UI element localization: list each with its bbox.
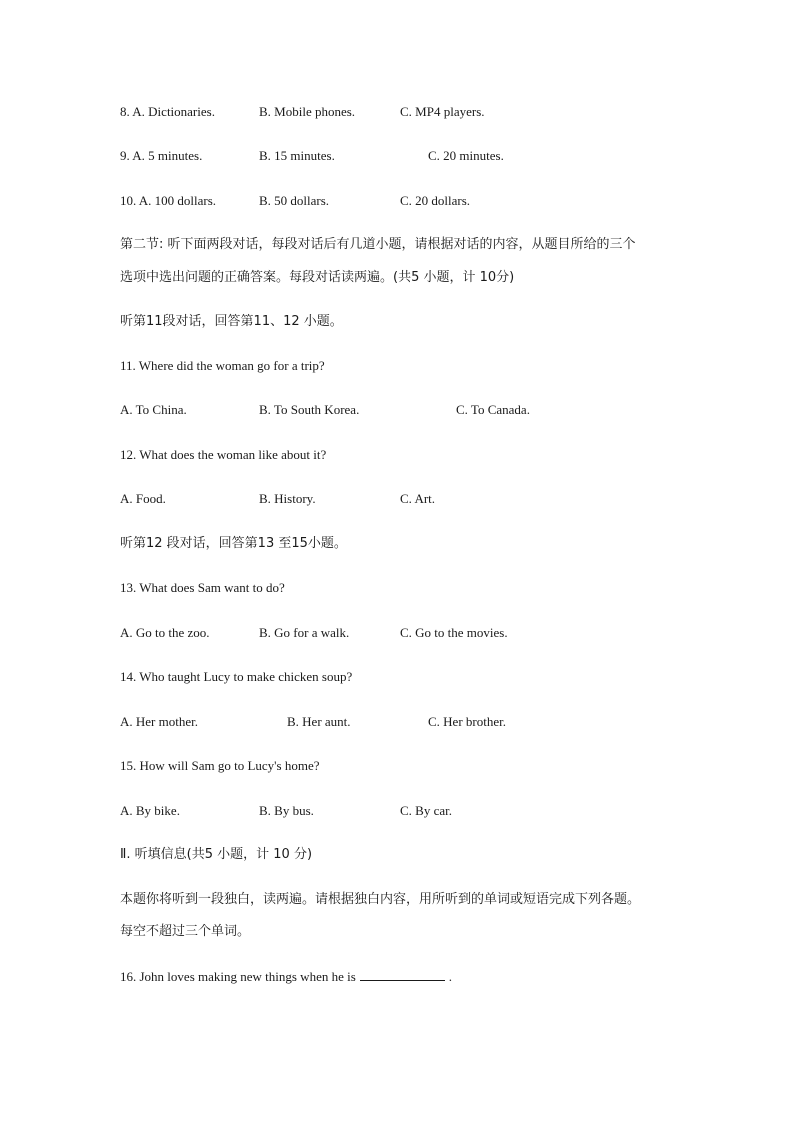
option-c: C. Go to the movies. [400, 625, 508, 640]
option-b: B. Go for a walk. [259, 625, 350, 640]
question-15-options [120, 803, 452, 819]
option-a: 9. A. 5 minutes. [120, 148, 203, 163]
option-b: B. 50 dollars. [259, 193, 330, 208]
answer-blank[interactable] [360, 968, 445, 981]
part-2-instructions-line2: 每空不超过三个单词。 [120, 924, 251, 939]
option-c: C. 20 minutes. [428, 148, 504, 163]
option-b: B. 15 minutes. [259, 148, 335, 163]
option-b: B. Mobile phones. [259, 104, 356, 119]
option-c: C. 20 dollars. [400, 193, 471, 208]
question-14-options [120, 714, 506, 730]
option-c: C. Her brother. [428, 714, 506, 729]
option-a: A. To China. [120, 402, 187, 417]
section-2-instructions-line2: 选项中选出问题的正确答案。每段对话读两遍。(共5 小题，计 10分) [120, 270, 515, 285]
question-11: 11. Where did the woman go for a trip? [120, 358, 325, 373]
question-15: 15. How will Sam go to Lucy's home? [120, 758, 320, 773]
option-a: 10. A. 100 dollars. [120, 193, 217, 208]
option-c: C. MP4 players. [400, 104, 485, 119]
question-11-options [120, 402, 530, 418]
question-16-period: . [448, 969, 453, 984]
question-10-options [120, 193, 471, 209]
part-2-instructions-line1: 本题你将听到一段独白，读两遍。请根据独白内容，用所听到的单词或短语完成下列各题。 [120, 892, 641, 907]
option-b: B. To South Korea. [259, 402, 360, 417]
option-c: C. To Canada. [456, 402, 530, 417]
question-9-options [120, 148, 504, 164]
question-12-options [120, 491, 436, 507]
dialog-12-heading: 听第12 段对话，回答第13 至15小题。 [120, 536, 347, 551]
option-b: B. Her aunt. [287, 714, 351, 729]
option-a: A. Her mother. [120, 714, 198, 729]
option-a: 8. A. Dictionaries. [120, 104, 215, 119]
dialog-11-heading: 听第11段对话，回答第11、12 小题。 [120, 314, 343, 329]
option-b: B. History. [259, 491, 316, 506]
question-12: 12. What does the woman like about it? [120, 447, 327, 462]
question-16-text: 16. John loves making new things when he is [120, 969, 356, 984]
part-2-title: Ⅱ. 听填信息(共5 小题，计 10 分) [120, 847, 313, 862]
question-8-options [120, 104, 485, 120]
option-c: C. By car. [400, 803, 452, 818]
option-a: A. Food. [120, 491, 166, 506]
option-b: B. By bus. [259, 803, 314, 818]
option-a: A. Go to the zoo. [120, 625, 210, 640]
question-14: 14. Who taught Lucy to make chicken soup? [120, 669, 353, 684]
question-13-options [120, 625, 508, 641]
option-a: A. By bike. [120, 803, 180, 818]
section-2-instructions-line1: 第二节: 听下面两段对话，每段对话后有几道小题，请根据对话的内容，从题目所给的三个 [120, 237, 636, 252]
question-16 [120, 968, 452, 985]
question-13: 13. What does Sam want to do? [120, 580, 285, 595]
option-c: C. Art. [400, 491, 436, 506]
